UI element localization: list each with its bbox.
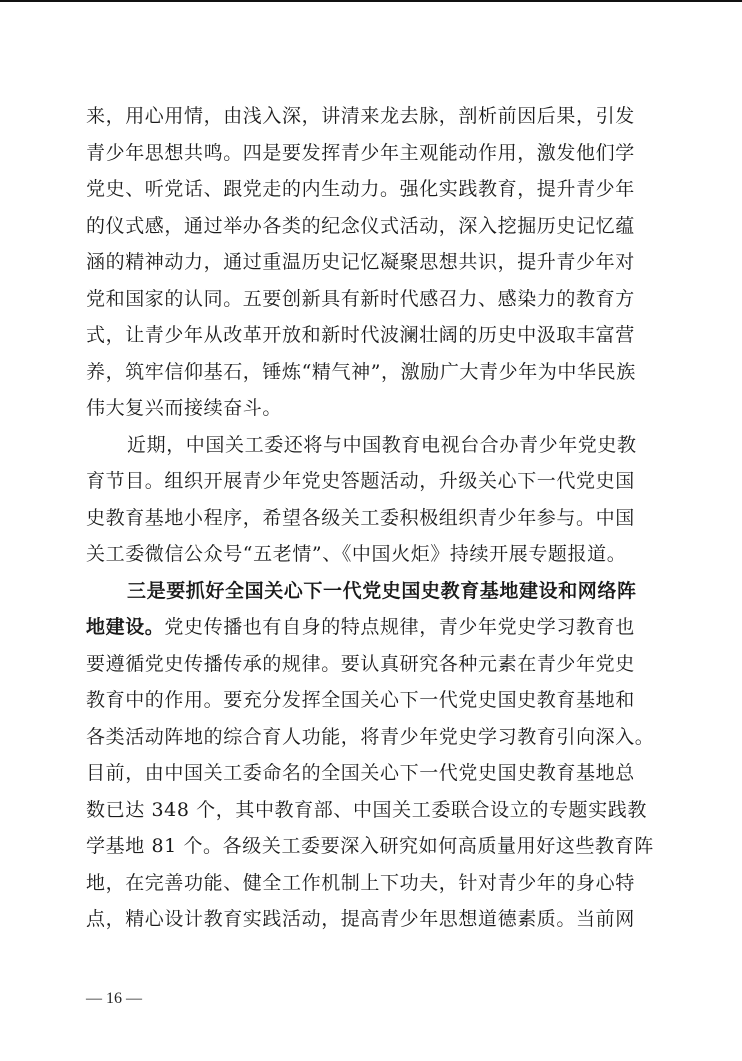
page-number: — 16 —: [86, 990, 142, 1007]
text-line: 各类活动阵地的综合育人功能，将青少年党史学习教育引向深入。: [86, 725, 655, 748]
text-line: 伟大复兴而接续奋斗。: [86, 397, 283, 419]
section-heading-end: 地建设。: [86, 616, 165, 638]
text-line: [86, 609, 666, 646]
text-line: 的仪式感，通过举办各类的纪念仪式活动，深入挖掘历史记忆蕴: [86, 214, 635, 237]
text-line: 育节目。组织开展青少年党史答题活动，升级关心下一代党史国: [86, 470, 635, 492]
text-line: 关工委微信公众号“五老情”、《中国火炬》持续开展专题报道。: [86, 543, 627, 565]
document-body: [86, 98, 666, 974]
text-line: 目前，由中国关工委命名的全国关心下一代党史国史教育基地总: [86, 762, 635, 784]
text-line: 党史、听党话、跟党走的内生动力。强化实践教育，提升青少年: [86, 178, 635, 200]
text-line: 地，在完善功能、健全工作机制上下功夫，针对青少年的身心特: [86, 871, 635, 894]
text-line: 数已达 348 个，其中教育部、中国关工委联合设立的专题实践教: [86, 798, 647, 821]
text-line: 学基地 81 个。各级关工委要深入研究如何高质量用好这些教育阵: [86, 835, 654, 857]
text-line: 教育中的作用。要充分发挥全国关心下一代党史国史教育基地和: [86, 689, 635, 711]
text-line: [86, 938, 666, 975]
text-line: 养，筑牢信仰基石，锤炼“精气神”，激励广大青少年为中华民族: [86, 360, 636, 383]
text-line: 史教育基地小程序，希望各级关工委积极组织青少年参与。中国: [86, 506, 635, 529]
text-line: 青少年思想共鸣。四是要发挥青少年主观能动作用，激发他们学: [86, 141, 635, 164]
text-line: 式，让青少年从改革开放和新时代波澜壮阔的历史中汲取丰富营: [86, 324, 635, 346]
text-line: 要遵循党史传播传承的规律。要认真研究各种元素在青少年党史: [86, 652, 635, 675]
text-line: 涵的精神动力，通过重温历史记忆凝聚思想共识，提升青少年对: [86, 251, 635, 273]
paragraph-start-line: 近期，中国关工委还将与中国教育电视台合办青少年党史教: [127, 433, 637, 456]
top-border-line: [0, 0, 742, 2]
text-line: 来，用心用情，由浅入深，讲清来龙去脉，剖析前因后果，引发: [86, 105, 635, 127]
text-line: 点，精心设计教育实践活动，提高青少年思想道德素质。当前网: [86, 908, 635, 930]
text-line: 党和国家的认同。五要创新具有新时代感召力、感染力的教育方: [86, 287, 635, 310]
section-heading-line: 三是要抓好全国关心下一代党史国史教育基地建设和网络阵: [127, 579, 637, 602]
text-segment: 党史传播也有自身的特点规律，青少年党史学习教育也: [164, 616, 635, 638]
